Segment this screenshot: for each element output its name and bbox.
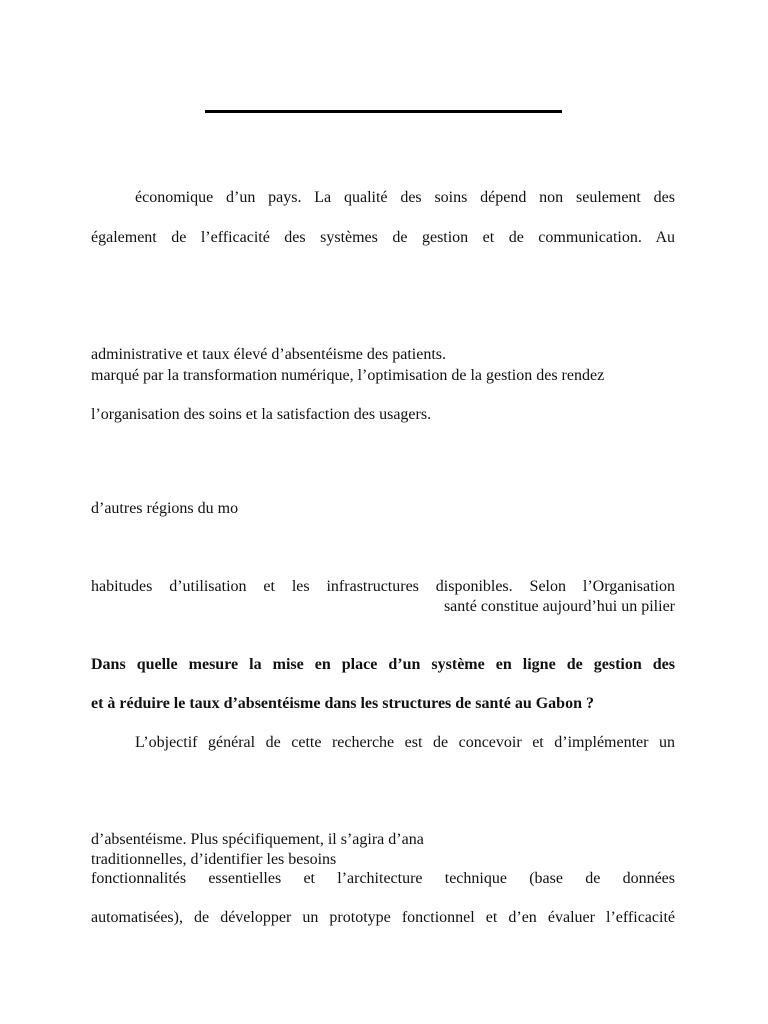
text-line: habitudes d’utilisation et les infrastructures disponibles. Selon l’Organisation <box>91 578 675 595</box>
text-line: automatisées), de développer un prototype fonctionnel et d’en évaluer l’efficacité <box>91 909 675 926</box>
text-line: L’objectif général de cette recherche est de concevoir et d’implémenter un <box>135 734 675 751</box>
text-line: administrative et taux élevé d’absentéisme des patients. <box>91 346 446 363</box>
text-line: d’autres régions du mo <box>91 500 239 517</box>
text-line: marqué par la transformation numérique, l’optimisation de la gestion des rendez <box>91 367 605 384</box>
text-line: santé constitue aujourd’hui un pilier <box>443 598 675 615</box>
text-line: traditionnelles, d’identifier les besoins <box>91 851 337 868</box>
text-line: l’organisation des soins et la satisfaction des usagers. <box>91 406 432 423</box>
text-line: d’absentéisme. Plus spécifiquement, il s’agira d’ana <box>91 831 424 848</box>
text-line: également de l’efficacité des systèmes de gestion et de communication. Au <box>91 229 675 246</box>
text-line: économique d’un pays. La qualité des soins dépend non seulement des <box>135 189 675 206</box>
text-line: fonctionnalités essentielles et l’architecture technique (base de données <box>91 870 675 887</box>
header-rule <box>205 110 562 113</box>
research-question-line: Dans quelle mesure la mise en place d’un système en ligne de gestion des <box>91 656 675 673</box>
research-question-line: et à réduire le taux d’absentéisme dans les structures de santé au Gabon ? <box>91 695 594 712</box>
